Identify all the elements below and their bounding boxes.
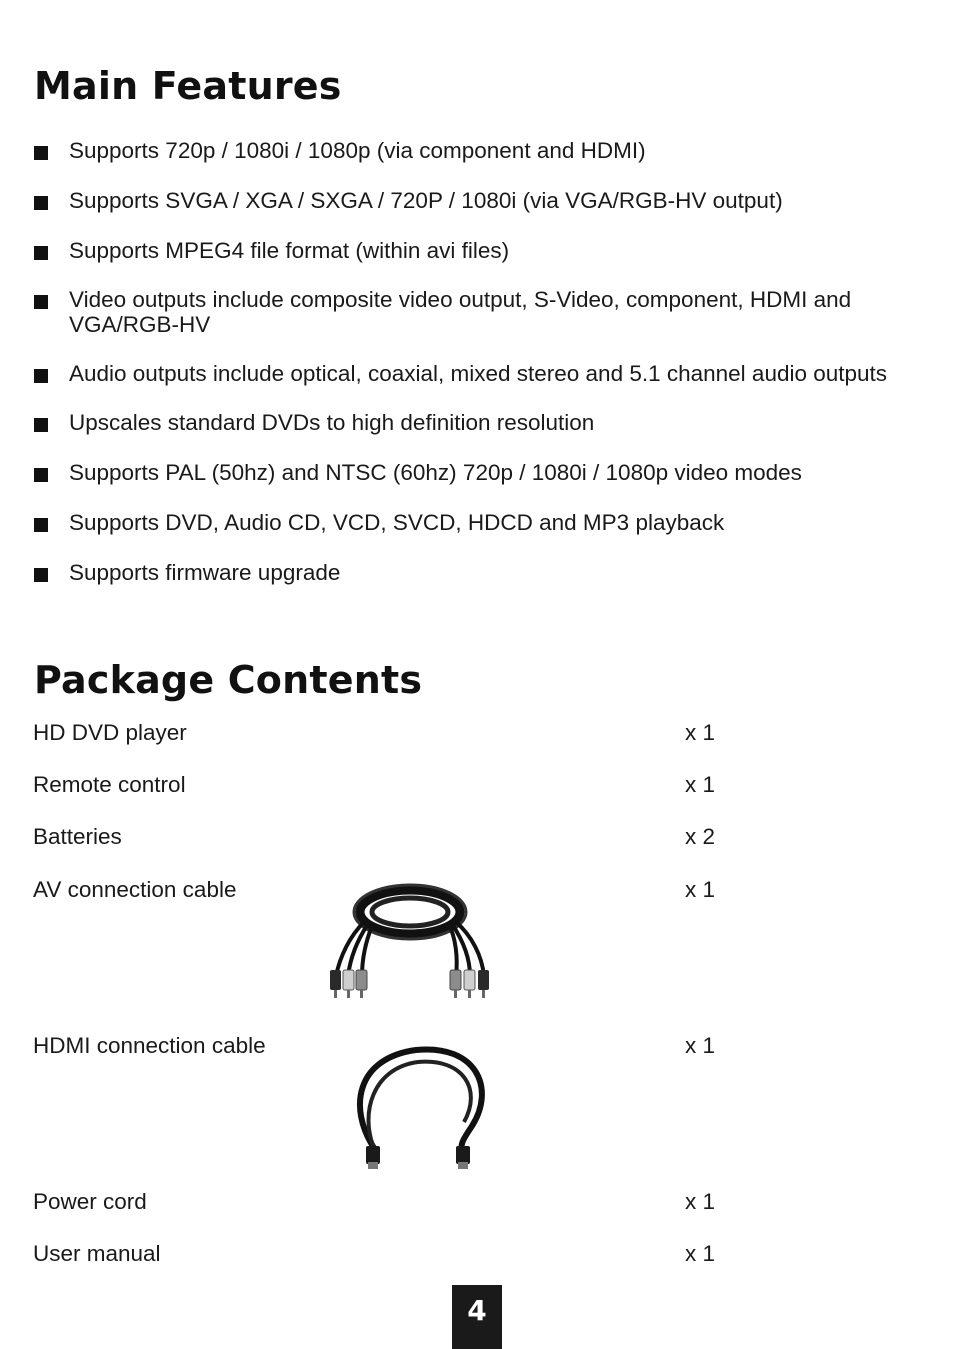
page-number: 4 xyxy=(452,1285,502,1349)
package-item-qty: x 1 xyxy=(685,1189,716,1214)
square-bullet-icon xyxy=(34,146,48,160)
hdmi-cable-image xyxy=(346,1038,494,1172)
features-list xyxy=(34,138,934,585)
package-item-qty: x 1 xyxy=(685,1033,716,1058)
feature-item: Supports PAL (50hz) and NTSC (60hz) 720p / 1080i / 1080p video modes xyxy=(34,460,934,485)
av-cable-image xyxy=(322,876,494,1004)
package-item-label: AV connection cable xyxy=(33,877,237,902)
package-item-qty: x 1 xyxy=(685,1241,716,1266)
package-item-label: User manual xyxy=(33,1241,161,1266)
feature-item: Supports firmware upgrade xyxy=(34,560,934,585)
feature-item: Supports MPEG4 file format (within avi files) xyxy=(34,238,934,263)
square-bullet-icon xyxy=(34,246,48,260)
square-bullet-icon xyxy=(34,568,48,582)
package-item-label: Remote control xyxy=(33,772,186,797)
square-bullet-icon xyxy=(34,518,48,532)
package-contents-heading: Package Contents xyxy=(34,658,423,702)
feature-item: Supports 720p / 1080i / 1080p (via component and HDMI) xyxy=(34,138,934,163)
square-bullet-icon xyxy=(34,369,48,383)
feature-item: Supports SVGA / XGA / SXGA / 720P / 1080i (via VGA/RGB-HV output) xyxy=(34,188,934,213)
package-item-label: Batteries xyxy=(33,824,122,849)
square-bullet-icon xyxy=(34,295,48,309)
package-item-label: Power cord xyxy=(33,1189,147,1214)
square-bullet-icon xyxy=(34,468,48,482)
square-bullet-icon xyxy=(34,418,48,432)
package-item-qty: x 2 xyxy=(685,824,716,849)
feature-item: Supports DVD, Audio CD, VCD, SVCD, HDCD and MP3 playback xyxy=(34,510,934,535)
feature-item: Video outputs include composite video output, S-Video, component, HDMI and VGA/RGB-HV xyxy=(34,287,934,337)
package-item-qty: x 1 xyxy=(685,720,716,745)
package-item-qty: x 1 xyxy=(685,877,716,902)
feature-item: Audio outputs include optical, coaxial, mixed stereo and 5.1 channel audio outputs xyxy=(34,361,934,386)
main-features-heading: Main Features xyxy=(34,64,342,108)
feature-item: Upscales standard DVDs to high definition resolution xyxy=(34,410,934,435)
package-item-qty: x 1 xyxy=(685,772,716,797)
package-item-label: HD DVD player xyxy=(33,720,187,745)
square-bullet-icon xyxy=(34,196,48,210)
package-item-label: HDMI connection cable xyxy=(33,1033,266,1058)
